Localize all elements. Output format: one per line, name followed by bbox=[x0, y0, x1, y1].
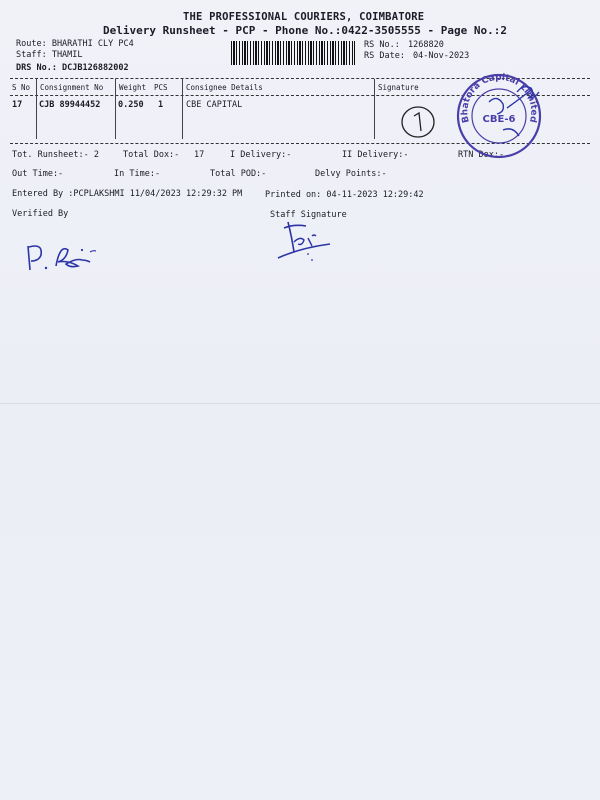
col-sno-header: S No bbox=[12, 83, 31, 92]
col-divider bbox=[115, 79, 116, 139]
col-consignment-header: Consignment No bbox=[40, 83, 104, 92]
rs-date-value: 04-Nov-2023 bbox=[413, 51, 470, 61]
col-divider bbox=[182, 79, 183, 139]
company-stamp bbox=[455, 72, 543, 160]
total-pod: Total POD:- bbox=[210, 169, 267, 179]
rs-no-value: 1268820 bbox=[408, 40, 444, 50]
total-dox-label: Total Dox:- bbox=[123, 150, 180, 160]
stamp-inner-text: CBE-6 bbox=[482, 114, 516, 125]
out-time: Out Time:- bbox=[12, 169, 64, 179]
verifier-signature bbox=[24, 236, 104, 276]
company-title: THE PROFESSIONAL COURIERS, COIMBATORE bbox=[183, 11, 425, 23]
ii-delivery: II Delivery:- bbox=[342, 150, 409, 160]
cell-sno: 17 bbox=[12, 100, 23, 110]
cell-consignment: CJB 89944452 bbox=[39, 100, 101, 110]
col-divider bbox=[374, 79, 375, 139]
rs-no-label: RS No.: bbox=[364, 40, 400, 50]
tot-runsheet: Tot. Runsheet:- 2 bbox=[12, 150, 99, 160]
runsheet-title: Delivery Runsheet - PCP - Phone No.:0422-3505555 - Page No.:2 bbox=[103, 24, 507, 37]
route-label: Route: BHARATHI CLY PC4 bbox=[16, 39, 134, 49]
circled-mark-icon bbox=[398, 104, 438, 140]
col-signature-header: Signature bbox=[378, 83, 419, 92]
cell-pcs: 1 bbox=[158, 100, 164, 110]
staff-signature bbox=[274, 216, 338, 264]
paper-fold-line bbox=[0, 403, 600, 404]
staff-signature-label: Staff Signature bbox=[270, 210, 347, 220]
printed-on: Printed on: 04-11-2023 12:29:42 bbox=[265, 190, 424, 200]
col-consignee-header: Consignee Details bbox=[186, 83, 263, 92]
verified-by-label: Verified By bbox=[12, 209, 69, 219]
total-dox-value: 17 bbox=[194, 150, 205, 160]
in-time: In Time:- bbox=[114, 169, 161, 179]
i-delivery: I Delivery:- bbox=[230, 150, 292, 160]
stamp-text: Bhatora Capital Limited bbox=[460, 72, 539, 124]
rs-date-label: RS Date: bbox=[364, 51, 405, 61]
rtn-dox: RTN Dox:- bbox=[458, 150, 505, 160]
col-pcs-header: PCS bbox=[154, 83, 168, 92]
cell-consignee: CBE CAPITAL bbox=[186, 100, 243, 110]
col-weight-header: Weight bbox=[119, 83, 147, 92]
cell-weight: 0.250 bbox=[118, 100, 144, 110]
staff-label: Staff: THAMIL bbox=[16, 50, 83, 60]
col-divider bbox=[36, 79, 37, 139]
barcode bbox=[231, 41, 355, 65]
delvy-points: Delvy Points:- bbox=[315, 169, 387, 179]
drs-number: DRS No.: DCJB126882002 bbox=[16, 63, 129, 73]
entered-by: Entered By :PCPLAKSHMI 11/04/2023 12:29:32 PM bbox=[12, 189, 243, 199]
